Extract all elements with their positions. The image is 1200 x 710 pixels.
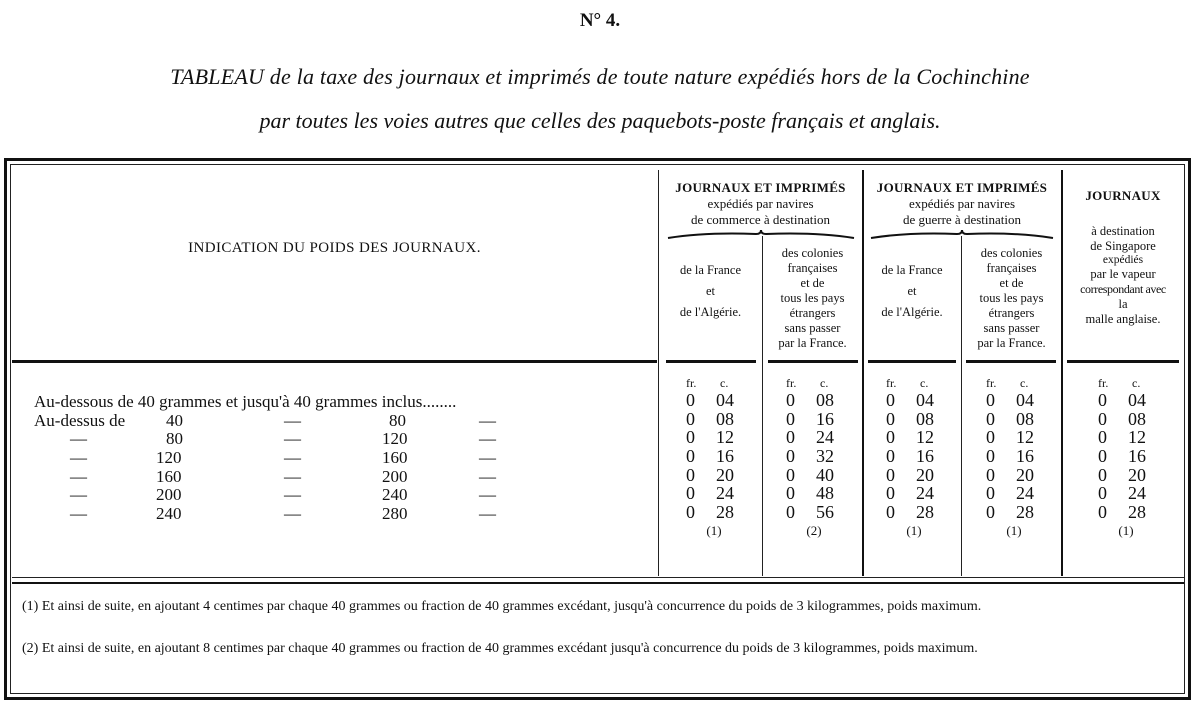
footnote-2: (2) Et ainsi de suite, en ajoutant 8 centimes par chaque 40 grammes ou fraction de 40 grammes excédant jusqu'à concurrence du poids de 3 kilogrammes, poids maximum.: [22, 641, 978, 656]
francs-value: 0: [886, 483, 895, 504]
centimes-value: 04: [716, 390, 734, 410]
rate-row: [1098, 466, 1154, 485]
francs-value: 0: [986, 446, 995, 467]
subcol-header-france-algerie: [659, 260, 762, 323]
rate-row: [986, 447, 1042, 466]
footnote-ref: (1): [706, 522, 722, 538]
subcol-line: de la France: [881, 263, 943, 277]
table-number: N° 4.: [579, 10, 621, 31]
francs-value: 0: [686, 446, 695, 467]
rate-row: [1098, 391, 1154, 410]
subcol-line: tous les pays: [979, 291, 1044, 305]
centimes-value: 24: [716, 483, 734, 504]
rate-row: [1098, 428, 1154, 447]
rate-row: [686, 410, 742, 429]
francs-value: 0: [686, 483, 695, 504]
unit-fr: fr.: [1098, 376, 1109, 390]
header-rule: [12, 360, 657, 363]
subcol-line: de l'Algérie.: [881, 305, 943, 319]
weight-dash: —: [479, 466, 496, 486]
unit-fr: fr.: [986, 376, 997, 390]
group-header-guerre: [863, 180, 1061, 244]
centimes-value: 56: [816, 502, 834, 523]
centimes-value: 20: [716, 464, 734, 485]
footnote-ref: (1): [1006, 522, 1022, 538]
centimes-value: 04: [1016, 390, 1034, 410]
centimes-value: 12: [1128, 427, 1146, 448]
header-line: la: [1118, 297, 1128, 311]
francs-value: 0: [786, 390, 795, 410]
unit-fr: fr.: [886, 376, 897, 390]
centimes-value: 32: [816, 446, 834, 467]
group-title: JOURNAUX: [1085, 188, 1161, 203]
rate-row: [686, 484, 742, 503]
footnote-ref: (1): [906, 522, 922, 538]
centimes-value: 16: [1128, 446, 1146, 467]
centimes-value: 20: [1016, 464, 1034, 485]
francs-value: 0: [1098, 446, 1107, 467]
weight-dash: —: [479, 504, 496, 524]
title-rest: de la taxe des journaux et imprimés de toute nature expédiés hors de la Cochinchine: [264, 64, 1030, 89]
subcol-line: françaises: [787, 261, 838, 275]
header-line: expédiés: [1102, 254, 1144, 266]
unit-c: c.: [920, 376, 929, 390]
francs-value: 0: [686, 427, 695, 448]
subcol-line: françaises: [986, 261, 1037, 275]
header-line: de Singapore: [1090, 239, 1156, 253]
rate-row: [986, 428, 1042, 447]
subcol-header-france-algerie: [863, 260, 961, 323]
centimes-value: 16: [916, 446, 934, 467]
francs-value: 0: [1098, 464, 1107, 485]
centimes-value: 08: [1128, 408, 1146, 429]
subcol-line: de l'Algérie.: [679, 305, 742, 319]
francs-value: 0: [986, 390, 995, 410]
centimes-value: 12: [1016, 427, 1034, 448]
group-subtitle: expédiés par navires: [707, 196, 814, 211]
header-rule: [1067, 360, 1179, 363]
rate-row: [886, 484, 942, 503]
brace-icon: [666, 230, 856, 240]
weight-to: 120: [382, 429, 408, 449]
footnote-1: (1) Et ainsi de suite, en ajoutant 4 centimes par chaque 40 grammes ou fraction de 40 grammes excédant, jusqu'à concurrence du poids de 3 kilogrammes, poids maximum.: [22, 599, 982, 614]
rate-row: [986, 410, 1042, 429]
rate-row: [1098, 503, 1154, 522]
subcol-line: et: [705, 284, 716, 298]
footnote-ref: (2): [806, 522, 822, 538]
francs-value: 0: [986, 464, 995, 485]
francs-value: 0: [1098, 502, 1107, 523]
header-rule: [868, 360, 956, 363]
weight-dash: —: [479, 485, 496, 505]
rate-row: [886, 447, 942, 466]
centimes-value: 24: [916, 483, 934, 504]
rate-column: [1098, 376, 1154, 539]
title-lead: TABLEAU: [170, 64, 265, 89]
rate-row: [786, 410, 842, 429]
weight-to: 80: [389, 410, 406, 430]
group-subtitle: expédiés par navires: [908, 196, 1016, 211]
unit-fr: fr.: [686, 376, 697, 390]
weight-dash: —: [284, 410, 301, 430]
rate-row: [886, 503, 942, 522]
weight-from: 240: [156, 504, 182, 524]
weight-dash: —: [284, 448, 301, 468]
francs-value: 0: [886, 446, 895, 467]
francs-value: 0: [986, 483, 995, 504]
francs-value: 0: [786, 408, 795, 429]
subcol-line: et de: [800, 276, 825, 290]
rate-row: [886, 428, 942, 447]
francs-value: 0: [686, 502, 695, 523]
subcol-line: et de: [999, 276, 1024, 290]
unit-fr: fr.: [786, 376, 797, 390]
weight-dash: —: [284, 485, 301, 505]
group-subtitle: de guerre à destination: [902, 212, 1022, 227]
weight-dash: —: [70, 466, 87, 486]
weight-dash: —: [70, 504, 87, 524]
weight-from: 200: [156, 485, 182, 505]
group-subtitle: de commerce à destination: [691, 212, 830, 227]
rate-column: [786, 376, 842, 539]
francs-value: 0: [886, 390, 895, 410]
rate-row: [686, 447, 742, 466]
subcol-line: et: [907, 284, 917, 298]
footnote-rule: [12, 582, 1184, 584]
centimes-value: 48: [816, 483, 834, 504]
rate-row: [786, 428, 842, 447]
weight-label: Au-dessus de: [34, 410, 126, 430]
header-line: correspondant avec: [1080, 282, 1166, 296]
unit-header: [886, 376, 942, 391]
centimes-value: 28: [716, 502, 734, 523]
footnote-ref: (1): [1118, 522, 1134, 538]
francs-value: 0: [686, 464, 695, 485]
rate-row: [1098, 447, 1154, 466]
centimes-value: 28: [916, 502, 934, 523]
brace-icon: [869, 230, 1055, 240]
centimes-value: 08: [1016, 408, 1034, 429]
rate-row: [686, 466, 742, 485]
weight-from: 80: [166, 429, 183, 449]
centimes-value: 04: [1128, 390, 1146, 410]
weight-to: 200: [382, 466, 408, 486]
subcol-line: des colonies: [980, 246, 1043, 260]
rate-row: [986, 503, 1042, 522]
weight-label: Au-dessous de 40 grammes et jusqu'à 40 grammes inclus........: [34, 392, 457, 411]
francs-value: 0: [686, 390, 695, 410]
centimes-value: 28: [1128, 502, 1146, 523]
weight-dash: —: [284, 429, 301, 449]
header-rule: [966, 360, 1056, 363]
francs-value: 0: [786, 427, 795, 448]
centimes-value: 16: [816, 408, 834, 429]
weight-dash: —: [479, 410, 496, 430]
rate-column: [986, 376, 1042, 539]
header-line: à destination: [1091, 224, 1155, 238]
centimes-value: 12: [916, 427, 934, 448]
rate-row: [886, 410, 942, 429]
unit-c: c.: [1132, 376, 1141, 390]
footnote-rule: [12, 577, 1184, 578]
weight-to: 240: [382, 485, 408, 505]
unit-header: [986, 376, 1042, 391]
francs-value: 0: [1098, 427, 1107, 448]
centimes-value: 20: [916, 464, 934, 485]
francs-value: 0: [1098, 408, 1107, 429]
centimes-value: 08: [916, 408, 934, 429]
header-rule: [768, 360, 858, 363]
group-title: JOURNAUX ET IMPRIMÉS: [876, 180, 1048, 195]
weight-dash: —: [284, 504, 301, 524]
weight-from: 160: [156, 466, 182, 486]
weight-column-header: INDICATION DU POIDS DES JOURNAUX.: [188, 240, 481, 256]
table-title-line-2: par toutes les voies autres que celles des paquebots-poste français et anglais.: [259, 108, 941, 133]
centimes-value: 04: [916, 390, 934, 410]
francs-value: 0: [786, 502, 795, 523]
weight-dash: —: [70, 485, 87, 505]
subcol-header-colonies-etranger: [763, 246, 862, 351]
rate-row: [986, 484, 1042, 503]
unit-c: c.: [820, 376, 829, 390]
centimes-value: 16: [1016, 446, 1034, 467]
rate-row: [886, 391, 942, 410]
weight-dash: —: [284, 466, 301, 486]
rate-row: [686, 428, 742, 447]
centimes-value: 12: [716, 427, 734, 448]
francs-value: 0: [686, 408, 695, 429]
francs-value: 0: [886, 464, 895, 485]
subcol-line: sans passer: [784, 321, 841, 335]
unit-c: c.: [1020, 376, 1029, 390]
group-header-commerce: [659, 180, 862, 244]
weight-from: 120: [156, 448, 182, 468]
unit-header: [1098, 376, 1154, 391]
weight-to: 280: [382, 504, 408, 524]
centimes-value: 08: [816, 390, 834, 410]
subcol-line: par la France.: [977, 336, 1046, 350]
francs-value: 0: [786, 446, 795, 467]
subcol-line: par la France.: [778, 336, 847, 350]
subcol-line: des colonies: [781, 246, 844, 260]
centimes-value: 08: [716, 408, 734, 429]
centimes-value: 24: [1016, 483, 1034, 504]
header-line: malle anglaise.: [1085, 312, 1161, 326]
subcol-header-colonies-etranger: [962, 246, 1061, 351]
centimes-value: 24: [1128, 483, 1146, 504]
francs-value: 0: [886, 502, 895, 523]
rate-row: [786, 466, 842, 485]
weight-to: 160: [382, 448, 408, 468]
rate-row: [786, 503, 842, 522]
francs-value: 0: [986, 408, 995, 429]
rate-row: [686, 391, 742, 410]
header-rule: [666, 360, 756, 363]
weight-dash: —: [479, 448, 496, 468]
rate-row: [886, 466, 942, 485]
rate-row: [1098, 410, 1154, 429]
group-header-singapore: [1062, 188, 1184, 204]
centimes-value: 16: [716, 446, 734, 467]
francs-value: 0: [1098, 390, 1107, 410]
rate-row: [986, 391, 1042, 410]
unit-header: [686, 376, 742, 391]
rate-row: [686, 503, 742, 522]
subcol-line: tous les pays: [780, 291, 845, 305]
rate-row: [1098, 484, 1154, 503]
rate-column: [686, 376, 742, 539]
unit-header: [786, 376, 842, 391]
unit-c: c.: [720, 376, 729, 390]
subcol-line: de la France: [679, 263, 742, 277]
weight-dash: —: [70, 448, 87, 468]
centimes-value: 24: [816, 427, 834, 448]
francs-value: 0: [886, 427, 895, 448]
rate-column: [886, 376, 942, 539]
weight-dash: —: [479, 429, 496, 449]
francs-value: 0: [986, 502, 995, 523]
table-title-line-1: [0, 64, 1200, 90]
francs-value: 0: [786, 483, 795, 504]
centimes-value: 20: [1128, 464, 1146, 485]
centimes-value: 40: [816, 464, 834, 485]
subcol-line: étrangers: [789, 306, 836, 320]
rate-row: [786, 484, 842, 503]
header-line: par le vapeur: [1090, 267, 1156, 281]
group-title: JOURNAUX ET IMPRIMÉS: [675, 180, 846, 195]
rate-row: [986, 466, 1042, 485]
francs-value: 0: [986, 427, 995, 448]
francs-value: 0: [886, 408, 895, 429]
francs-value: 0: [1098, 483, 1107, 504]
rate-row: [786, 447, 842, 466]
francs-value: 0: [786, 464, 795, 485]
weight-from: 40: [166, 410, 183, 430]
weight-dash: —: [70, 429, 87, 449]
subcol-line: étrangers: [988, 306, 1035, 320]
centimes-value: 28: [1016, 502, 1034, 523]
singapore-header-lines: [1062, 224, 1184, 327]
rate-row: [786, 391, 842, 410]
subcol-line: sans passer: [983, 321, 1040, 335]
